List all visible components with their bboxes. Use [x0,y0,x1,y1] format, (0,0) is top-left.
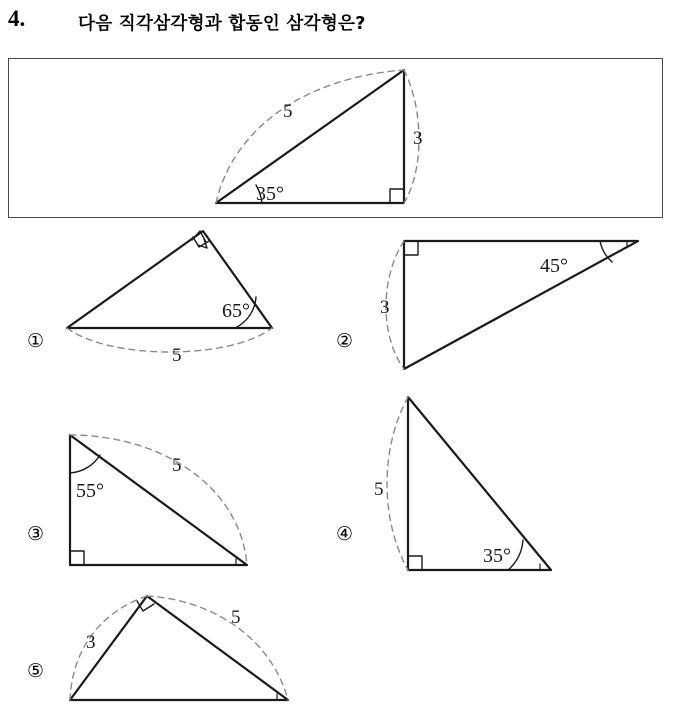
choice-4-side-label: 5 [374,479,384,500]
stem-vertical-label: 3 [413,128,423,149]
choice-1-side-label: 5 [172,345,182,366]
question-text: 다음 직각삼각형과 합동인 삼각형은? [78,14,366,34]
choice-2-angle-label: 45° [540,255,568,277]
stem-angle-label: 35° [256,183,284,205]
choice-4-angle-label: 35° [483,545,511,567]
stem-figure-box [8,58,663,218]
stem-hypotenuse-label: 5 [283,101,293,122]
choice-label-2[interactable]: ② [336,330,354,352]
choice-label-4[interactable]: ④ [336,523,354,545]
choice-4-triangle [387,397,551,570]
choice-label-5[interactable]: ⑤ [27,660,45,682]
choice-5-right-side-label: 5 [231,607,241,628]
question-number: 4. [8,6,26,31]
choice-5-left-side-label: 3 [86,632,96,653]
choice-2-side-label: 3 [380,297,390,318]
choice-5-triangle [70,596,288,700]
choice-1-triangle [67,231,272,352]
choice-3-side-label: 5 [172,455,182,476]
choice-3-triangle [70,435,247,565]
choice-3-angle-label: 55° [76,480,104,502]
choice-label-1[interactable]: ① [27,330,45,352]
choice-2-triangle [386,241,638,369]
choice-1-angle-label: 65° [222,300,250,322]
choice-label-3[interactable]: ③ [27,523,45,545]
